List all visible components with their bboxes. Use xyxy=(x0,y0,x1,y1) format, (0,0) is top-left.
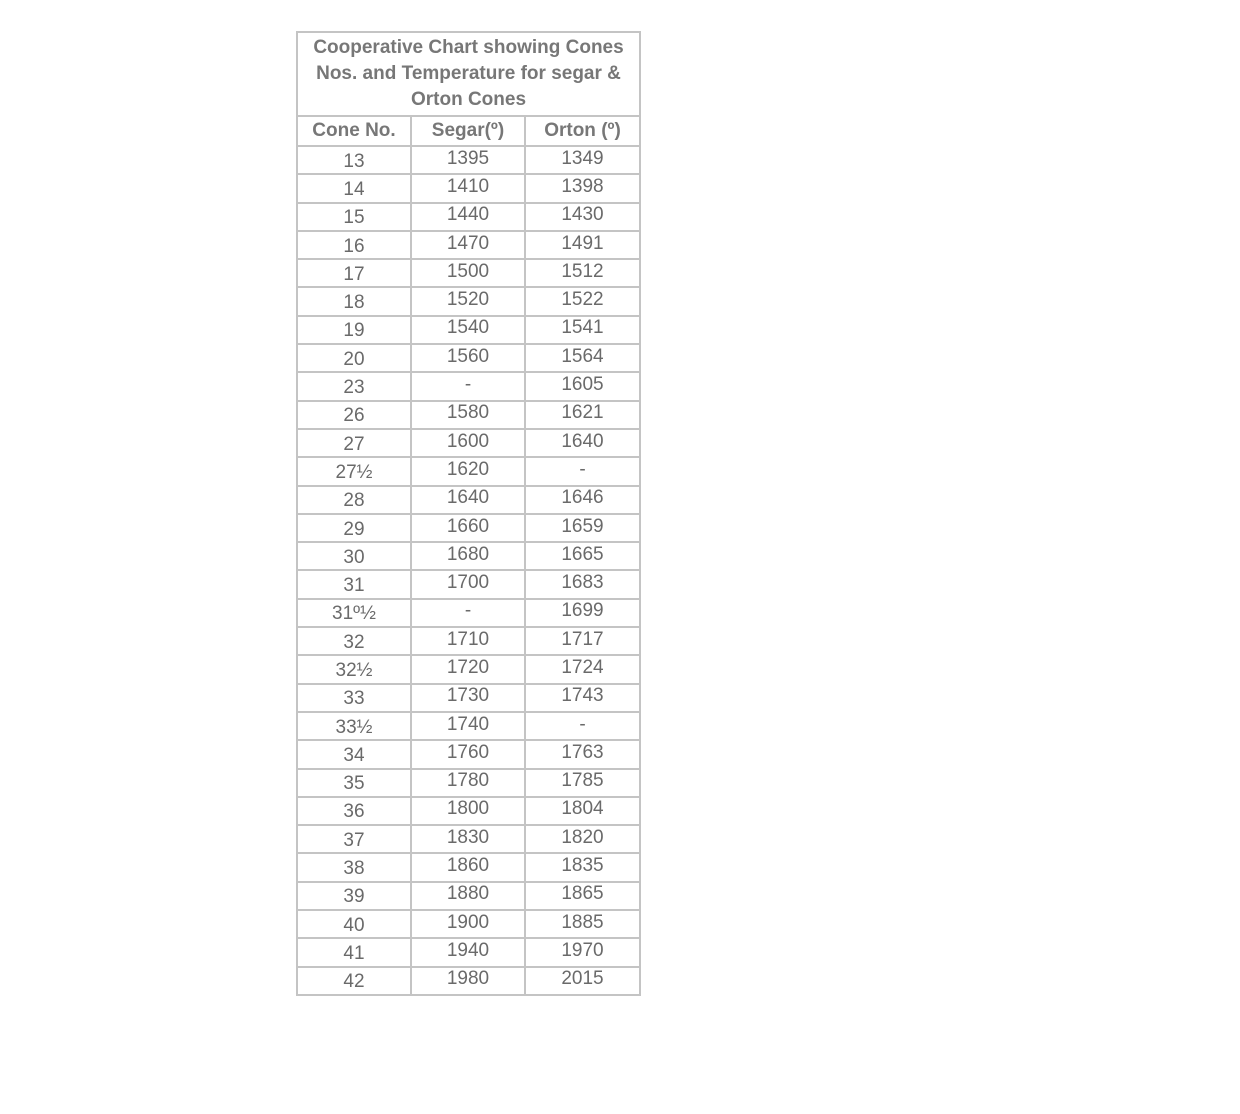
segar-cell: - xyxy=(411,599,525,627)
orton-cell: 1970 xyxy=(525,938,640,966)
table-row xyxy=(297,287,640,315)
orton-cell: 1885 xyxy=(525,910,640,938)
table-row xyxy=(297,769,640,797)
segar-cell: 1740 xyxy=(411,712,525,740)
cone-no-cell: 17 xyxy=(297,259,411,287)
segar-cell: 1980 xyxy=(411,967,525,995)
orton-cell: 1717 xyxy=(525,627,640,655)
segar-cell: 1710 xyxy=(411,627,525,655)
orton-cell: 1763 xyxy=(525,740,640,768)
orton-cell: 1430 xyxy=(525,203,640,231)
cone-no-cell: 33 xyxy=(297,684,411,712)
orton-cell: 1785 xyxy=(525,769,640,797)
table-row xyxy=(297,457,640,485)
segar-cell: 1640 xyxy=(411,486,525,514)
table-row xyxy=(297,684,640,712)
cone-no-cell: 31º½ xyxy=(297,599,411,627)
orton-cell: 1541 xyxy=(525,316,640,344)
orton-cell: 1512 xyxy=(525,259,640,287)
table-row xyxy=(297,259,640,287)
table-row xyxy=(297,627,640,655)
orton-cell: 1865 xyxy=(525,882,640,910)
orton-cell: 1349 xyxy=(525,146,640,174)
table-row xyxy=(297,797,640,825)
table-row xyxy=(297,429,640,457)
table-row xyxy=(297,853,640,881)
segar-cell: 1780 xyxy=(411,769,525,797)
orton-cell: 1659 xyxy=(525,514,640,542)
table-title-row xyxy=(297,32,640,116)
cone-no-cell: 40 xyxy=(297,910,411,938)
orton-cell: 1605 xyxy=(525,372,640,400)
orton-cell: 2015 xyxy=(525,967,640,995)
segar-cell: 1830 xyxy=(411,825,525,853)
orton-cell: 1398 xyxy=(525,174,640,202)
table-row xyxy=(297,825,640,853)
orton-cell: 1491 xyxy=(525,231,640,259)
cone-no-cell: 32½ xyxy=(297,655,411,683)
segar-cell: 1660 xyxy=(411,514,525,542)
table-body xyxy=(297,146,640,995)
cone-no-cell: 30 xyxy=(297,542,411,570)
orton-cell: 1646 xyxy=(525,486,640,514)
table-row xyxy=(297,967,640,995)
orton-cell: 1621 xyxy=(525,401,640,429)
cone-no-cell: 28 xyxy=(297,486,411,514)
table-row xyxy=(297,542,640,570)
table-row xyxy=(297,146,640,174)
segar-cell: 1760 xyxy=(411,740,525,768)
segar-cell: 1500 xyxy=(411,259,525,287)
orton-cell: 1522 xyxy=(525,287,640,315)
table-row xyxy=(297,316,640,344)
cone-no-cell: 27 xyxy=(297,429,411,457)
cone-no-cell: 13 xyxy=(297,146,411,174)
table-header-row xyxy=(297,116,640,146)
segar-cell: - xyxy=(411,372,525,400)
table-row xyxy=(297,486,640,514)
column-header-cone-no: Cone No. xyxy=(297,116,411,146)
table-title: Cooperative Chart showing Cones Nos. and Temperature for segar & Orton Cones xyxy=(297,32,640,116)
orton-cell: 1835 xyxy=(525,853,640,881)
segar-cell: 1600 xyxy=(411,429,525,457)
segar-cell: 1410 xyxy=(411,174,525,202)
segar-cell: 1880 xyxy=(411,882,525,910)
cone-no-cell: 33½ xyxy=(297,712,411,740)
segar-cell: 1540 xyxy=(411,316,525,344)
cone-no-cell: 42 xyxy=(297,967,411,995)
segar-cell: 1730 xyxy=(411,684,525,712)
cone-temperature-table xyxy=(296,31,641,996)
orton-cell: 1820 xyxy=(525,825,640,853)
column-header-orton: Orton (º) xyxy=(525,116,640,146)
cone-no-cell: 19 xyxy=(297,316,411,344)
orton-cell: 1640 xyxy=(525,429,640,457)
table-row xyxy=(297,712,640,740)
table-row xyxy=(297,514,640,542)
cone-no-cell: 41 xyxy=(297,938,411,966)
table-row xyxy=(297,231,640,259)
orton-cell: 1699 xyxy=(525,599,640,627)
segar-cell: 1560 xyxy=(411,344,525,372)
orton-cell: - xyxy=(525,712,640,740)
segar-cell: 1800 xyxy=(411,797,525,825)
table-row xyxy=(297,938,640,966)
table-row xyxy=(297,174,640,202)
orton-cell: 1743 xyxy=(525,684,640,712)
table-row xyxy=(297,372,640,400)
segar-cell: 1440 xyxy=(411,203,525,231)
segar-cell: 1470 xyxy=(411,231,525,259)
segar-cell: 1700 xyxy=(411,570,525,598)
segar-cell: 1720 xyxy=(411,655,525,683)
cone-no-cell: 16 xyxy=(297,231,411,259)
cone-no-cell: 27½ xyxy=(297,457,411,485)
cone-no-cell: 20 xyxy=(297,344,411,372)
column-header-segar: Segar(º) xyxy=(411,116,525,146)
table-row xyxy=(297,655,640,683)
cone-no-cell: 37 xyxy=(297,825,411,853)
segar-cell: 1620 xyxy=(411,457,525,485)
table-row xyxy=(297,570,640,598)
cone-no-cell: 35 xyxy=(297,769,411,797)
segar-cell: 1680 xyxy=(411,542,525,570)
orton-cell: 1724 xyxy=(525,655,640,683)
orton-cell: - xyxy=(525,457,640,485)
cone-no-cell: 32 xyxy=(297,627,411,655)
table-row xyxy=(297,401,640,429)
cone-no-cell: 14 xyxy=(297,174,411,202)
cone-no-cell: 39 xyxy=(297,882,411,910)
orton-cell: 1665 xyxy=(525,542,640,570)
cone-no-cell: 38 xyxy=(297,853,411,881)
segar-cell: 1900 xyxy=(411,910,525,938)
orton-cell: 1683 xyxy=(525,570,640,598)
table-row xyxy=(297,203,640,231)
table-row xyxy=(297,344,640,372)
segar-cell: 1580 xyxy=(411,401,525,429)
table-row xyxy=(297,882,640,910)
cone-no-cell: 15 xyxy=(297,203,411,231)
cone-no-cell: 23 xyxy=(297,372,411,400)
segar-cell: 1940 xyxy=(411,938,525,966)
segar-cell: 1395 xyxy=(411,146,525,174)
table-row xyxy=(297,599,640,627)
cone-no-cell: 26 xyxy=(297,401,411,429)
table-row xyxy=(297,910,640,938)
cone-no-cell: 31 xyxy=(297,570,411,598)
segar-cell: 1860 xyxy=(411,853,525,881)
table-row xyxy=(297,740,640,768)
cone-no-cell: 36 xyxy=(297,797,411,825)
cone-no-cell: 18 xyxy=(297,287,411,315)
orton-cell: 1564 xyxy=(525,344,640,372)
orton-cell: 1804 xyxy=(525,797,640,825)
segar-cell: 1520 xyxy=(411,287,525,315)
cone-no-cell: 29 xyxy=(297,514,411,542)
cone-no-cell: 34 xyxy=(297,740,411,768)
